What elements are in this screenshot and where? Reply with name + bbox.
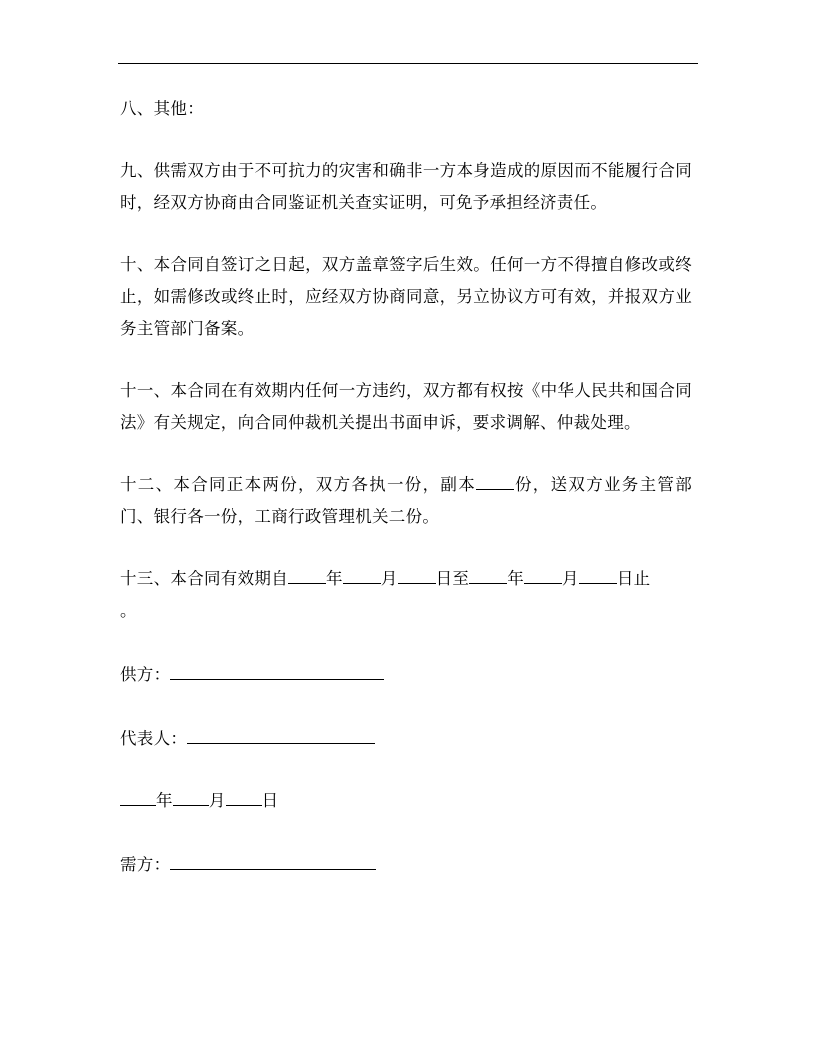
end-day-blank[interactable] (579, 565, 617, 584)
clause-12-text-b: 份，送双方业务主管部门、银行各一份，工商行政管理机关二份。 (120, 475, 692, 526)
start-month-label: 月 (380, 569, 398, 588)
supplier-label: 供方： (120, 665, 171, 684)
supplier-signature-row (120, 657, 692, 691)
sign-day-label: 日 (261, 791, 279, 810)
buyer-signature-line[interactable] (170, 847, 376, 870)
representative-signature-row (120, 721, 692, 755)
clause-12 (120, 469, 692, 533)
clause-13 (120, 563, 692, 627)
start-day-blank[interactable] (398, 565, 436, 584)
end-year-label: 年 (507, 569, 525, 588)
clause-13-period: 。 (120, 601, 137, 620)
buyer-signature-row (120, 847, 692, 881)
clause-12-text-a: 十二、本合同正本两份，双方各执一份，副本 (120, 475, 476, 494)
document-body (120, 93, 692, 911)
clause-8: 八、其他： (120, 99, 204, 118)
sign-month-blank[interactable] (173, 787, 209, 806)
sign-month-label: 月 (208, 791, 226, 810)
clause-9: 九、供需双方由于不可抗力的灾害和确非一方本身造成的原因而不能履行合同时，经双方协商由合同鉴证机关查实证明，可免予承担经济责任。 (120, 161, 692, 212)
start-day-label: 日至 (435, 569, 470, 588)
start-month-blank[interactable] (343, 565, 381, 584)
clause-11: 十一、本合同在有效期内任何一方违约，双方都有权按《中华人民共和国合同法》有关规定，向合同仲裁机关提出书面申诉，要求调解、仲裁处理。 (120, 381, 692, 432)
sign-year-blank[interactable] (120, 787, 156, 806)
signing-date-row (120, 785, 692, 817)
start-year-label: 年 (326, 569, 343, 588)
sign-day-blank[interactable] (226, 787, 262, 806)
end-month-label: 月 (562, 569, 579, 588)
end-day-label: 日止 (616, 569, 651, 588)
buyer-label: 需方： (120, 855, 171, 874)
start-year-blank[interactable] (288, 565, 326, 584)
end-month-blank[interactable] (524, 565, 562, 584)
representative-signature-line[interactable] (187, 721, 375, 744)
clause-10: 十、本合同自签订之日起，双方盖章签字后生效。任何一方不得擅自修改或终止，如需修改或终止时，应经双方协商同意，另立协议方可有效，并报双方业务主管部门备案。 (120, 255, 692, 338)
representative-label: 代表人： (120, 729, 188, 748)
header-rule (118, 63, 698, 64)
end-year-blank[interactable] (469, 565, 507, 584)
copies-blank[interactable] (476, 471, 514, 490)
clause-13-text-a: 十三、本合同有效期自 (120, 569, 288, 588)
supplier-signature-line[interactable] (170, 657, 384, 680)
sign-year-label: 年 (156, 791, 173, 810)
